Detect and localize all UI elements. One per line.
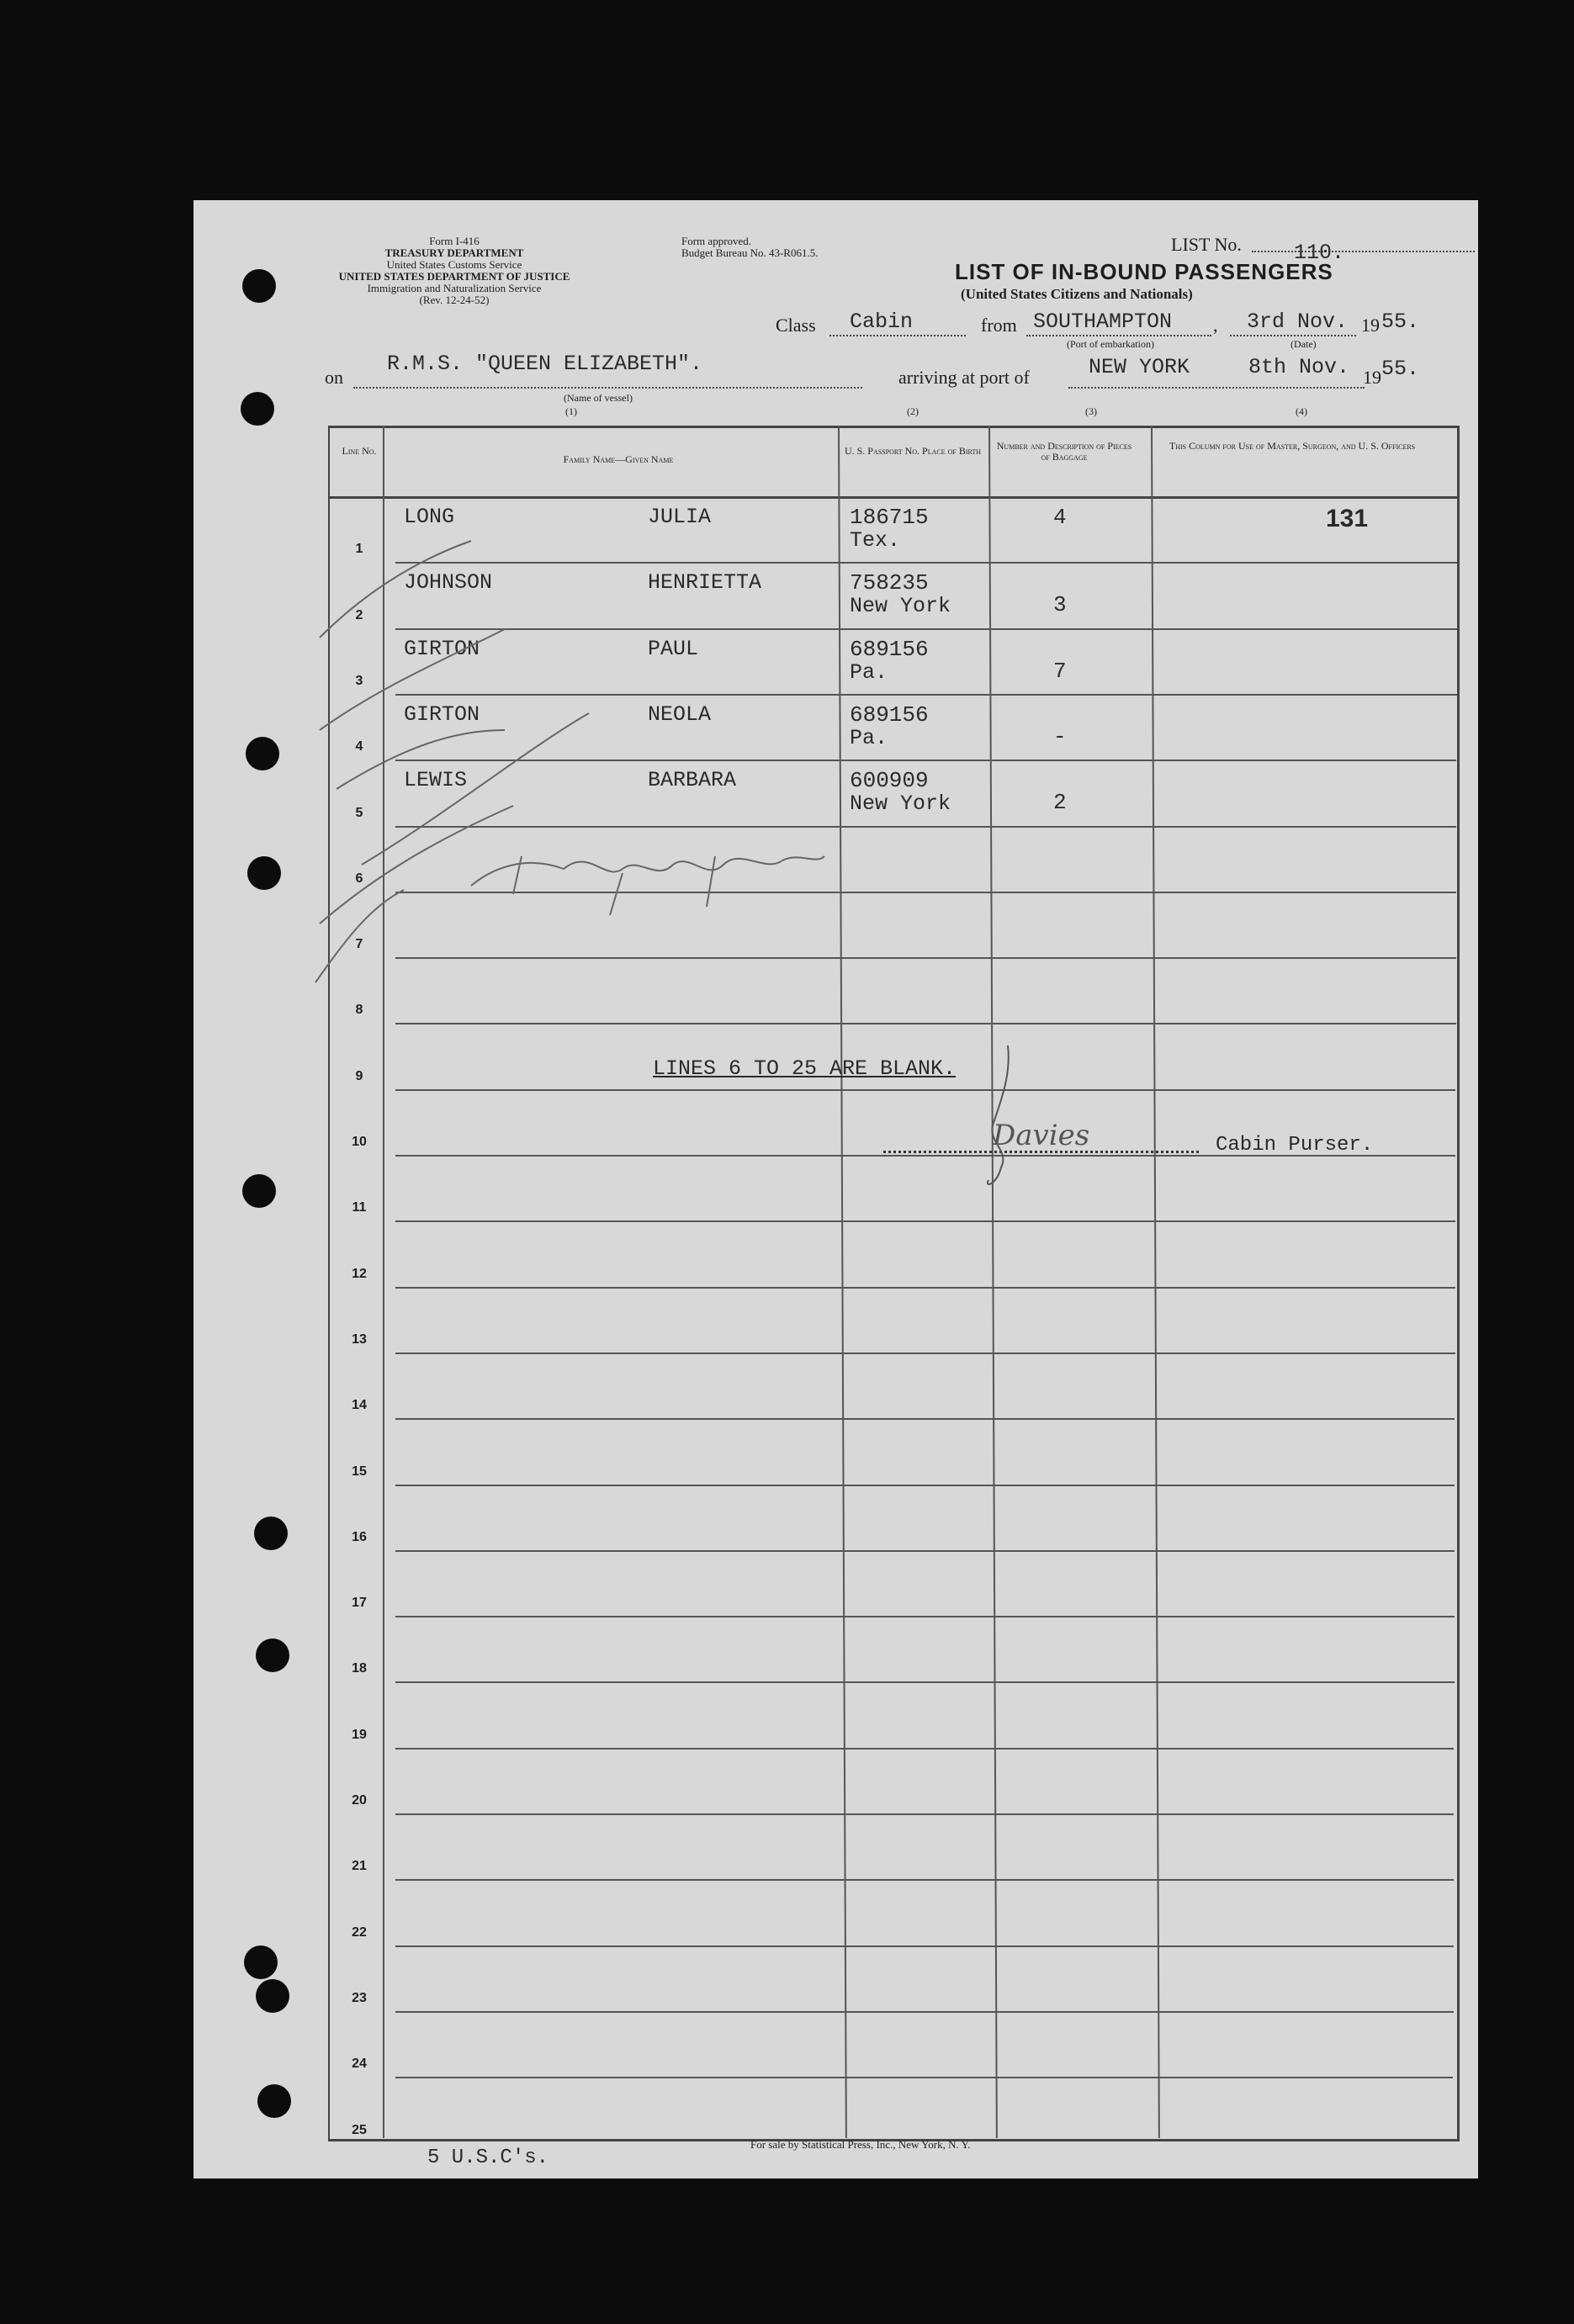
row-rule (395, 2011, 1454, 2013)
binder-hole (257, 2084, 291, 2118)
signature-flourish (967, 1041, 1035, 1193)
list-no-label: LIST No. (1171, 234, 1242, 255)
line-number: 1 (355, 542, 363, 557)
line-number: 4 (355, 739, 363, 754)
row-rule (395, 1220, 1455, 1222)
purser-signature: Davies (993, 1119, 1090, 1152)
row-rule (395, 1550, 1455, 1552)
given-name: HENRIETTA (648, 570, 762, 596)
blank-lines-note: LINES 6 TO 25 ARE BLANK. (653, 1056, 957, 1081)
row-rule (395, 1681, 1455, 1683)
line-number: 10 (352, 1135, 367, 1149)
passport-number: 186715 (850, 505, 929, 530)
date-line (1230, 335, 1356, 336)
vessel-line (353, 387, 862, 389)
treasury-dept: TREASURY DEPARTMENT (384, 246, 524, 259)
form-title: LIST OF IN-BOUND PASSENGERS (955, 259, 1333, 284)
approval-note (681, 236, 818, 259)
binder-hole (242, 1174, 276, 1208)
list-no-value: 110. (1294, 241, 1345, 265)
col-header-passport: U. S. Passport No. Place of Birth (844, 445, 982, 457)
given-name: PAUL (648, 636, 699, 661)
revision: (Rev. 12-24-52) (419, 294, 490, 306)
place-of-birth: Pa. (850, 659, 888, 685)
col-caption-4: (4) (1296, 405, 1307, 417)
handwritten-tally-marks (311, 537, 698, 1092)
approval-line: Form approved. (681, 235, 752, 247)
family-name: GIRTON (404, 701, 480, 727)
line-number: 9 (355, 1068, 363, 1083)
line-number: 21 (352, 1859, 367, 1874)
citizen-count: 5 U.S.C's. (427, 2147, 549, 2169)
col-header-baggage: Number and Description of Pieces of Baggage (996, 440, 1132, 463)
passport-number: 689156 (850, 701, 929, 728)
budget-line: Budget Bureau No. 43-R061.5. (681, 246, 819, 259)
customs-service: United States Customs Service (386, 258, 522, 271)
line-number: 15 (352, 1464, 367, 1479)
manifest-sheet (193, 200, 1478, 2178)
given-name: BARBARA (648, 768, 737, 793)
line-number: 18 (352, 1661, 367, 1676)
col-header-line-no: Line No. (342, 445, 377, 457)
row-rule (395, 1418, 1455, 1420)
line-number: 14 (352, 1398, 367, 1413)
family-name: LONG (404, 505, 455, 529)
line-number: 11 (352, 1200, 367, 1215)
col-caption-1: (1) (565, 405, 577, 417)
baggage-count: 2 (1053, 790, 1067, 816)
arrival-port: NEW YORK (1089, 355, 1190, 379)
line-number: 3 (355, 673, 363, 688)
row-rule (395, 1353, 1455, 1354)
binder-hole (247, 856, 281, 890)
justice-dept: UNITED STATES DEPARTMENT OF JUSTICE (338, 270, 570, 283)
line-number: 5 (355, 805, 363, 820)
col-header-name: Family Name—Given Name (563, 453, 674, 465)
class-label: Class (776, 315, 816, 336)
binder-hole (256, 1638, 289, 1672)
from-line (1026, 335, 1211, 336)
binder-hole (254, 1517, 288, 1550)
col-header-officers: This Column for Use of Master, Surgeon, and U. S. Officers (1169, 440, 1416, 452)
line-number: 13 (352, 1331, 367, 1347)
baggage-count: 7 (1053, 658, 1067, 684)
binder-hole (241, 392, 274, 426)
line-number: 2 (355, 607, 363, 622)
line-number: 20 (352, 1793, 367, 1808)
arrival-year: 55. (1381, 357, 1420, 381)
comma: , (1213, 315, 1218, 336)
given-name: JULIA (648, 505, 712, 529)
row-rule (395, 1879, 1454, 1881)
col-caption-3: (3) (1085, 405, 1097, 417)
signature-title: Cabin Purser. (1216, 1134, 1374, 1157)
line-number: 24 (352, 2057, 367, 2072)
header-rule (328, 496, 1458, 499)
vessel-name: R.M.S. "QUEEN ELIZABETH". (387, 352, 703, 376)
class-value: Cabin (850, 310, 914, 334)
year-prefix: 19 (1361, 315, 1380, 336)
col-caption-2: (2) (907, 405, 919, 417)
row-rule (395, 1485, 1455, 1486)
vessel-caption: (Name of vessel) (564, 392, 633, 404)
form-subtitle: (United States Citizens and Nationals) (961, 286, 1193, 302)
place-of-birth: Pa. (850, 725, 888, 750)
family-name: LEWIS (404, 768, 468, 793)
passport-number: 600909 (850, 768, 929, 794)
binder-hole (256, 1979, 289, 2013)
place-of-birth: Tex. (850, 528, 901, 553)
baggage-count: 4 (1053, 505, 1067, 530)
list-no-line (1252, 251, 1475, 252)
baggage-count: - (1053, 723, 1067, 749)
binder-hole (244, 1945, 278, 1979)
passport-number: 689156 (850, 636, 929, 662)
date-caption: (Date) (1290, 338, 1317, 350)
row-rule (395, 1616, 1455, 1617)
row-rule (395, 1748, 1454, 1750)
from-value: SOUTHAMPTON (1033, 310, 1173, 334)
line-number: 7 (355, 937, 363, 952)
form-id-block (328, 236, 580, 306)
class-line (829, 335, 966, 336)
given-name: NEOLA (648, 701, 712, 727)
on-label: on (325, 367, 343, 388)
depart-date: 3rd Nov. (1247, 310, 1349, 334)
ins-service: Immigration and Naturalization Service (367, 282, 542, 294)
line-number: 23 (352, 1990, 367, 2005)
place-of-birth: New York (850, 791, 951, 817)
port-caption: (Port of embarkation) (1067, 338, 1154, 350)
arrival-line (1068, 387, 1365, 389)
family-name: JOHNSON (404, 570, 493, 596)
line-number: 6 (355, 871, 363, 886)
row-rule (395, 1813, 1454, 1815)
row-rule (395, 1287, 1455, 1289)
row-rule (395, 1945, 1454, 1947)
family-name: GIRTON (404, 636, 480, 661)
line-number: 8 (355, 1003, 363, 1018)
line-number: 12 (352, 1266, 367, 1281)
arriving-label: arriving at port of (898, 367, 1030, 388)
binder-hole (246, 737, 279, 770)
line-number: 16 (352, 1529, 367, 1544)
line-number: 22 (352, 1924, 367, 1940)
year-prefix-2: 19 (1363, 367, 1381, 388)
row-rule (395, 2077, 1453, 2078)
line-number: 17 (352, 1596, 367, 1611)
place-of-birth: New York (850, 594, 951, 619)
line-number: 19 (352, 1727, 367, 1742)
depart-year: 55. (1381, 310, 1420, 334)
from-label: from (981, 315, 1017, 336)
officer-note: 131 (1326, 505, 1369, 532)
line-number: 25 (352, 2122, 367, 2137)
binder-hole (242, 269, 276, 303)
form-number: Form I-416 (429, 235, 480, 247)
arrival-date: 8th Nov. (1248, 355, 1350, 379)
passport-number: 758235 (850, 570, 929, 596)
handwritten-annotation (463, 823, 833, 932)
printer-credit: For sale by Statistical Press, Inc., New York, N. Y. (750, 2138, 971, 2151)
baggage-count: 3 (1053, 592, 1067, 618)
